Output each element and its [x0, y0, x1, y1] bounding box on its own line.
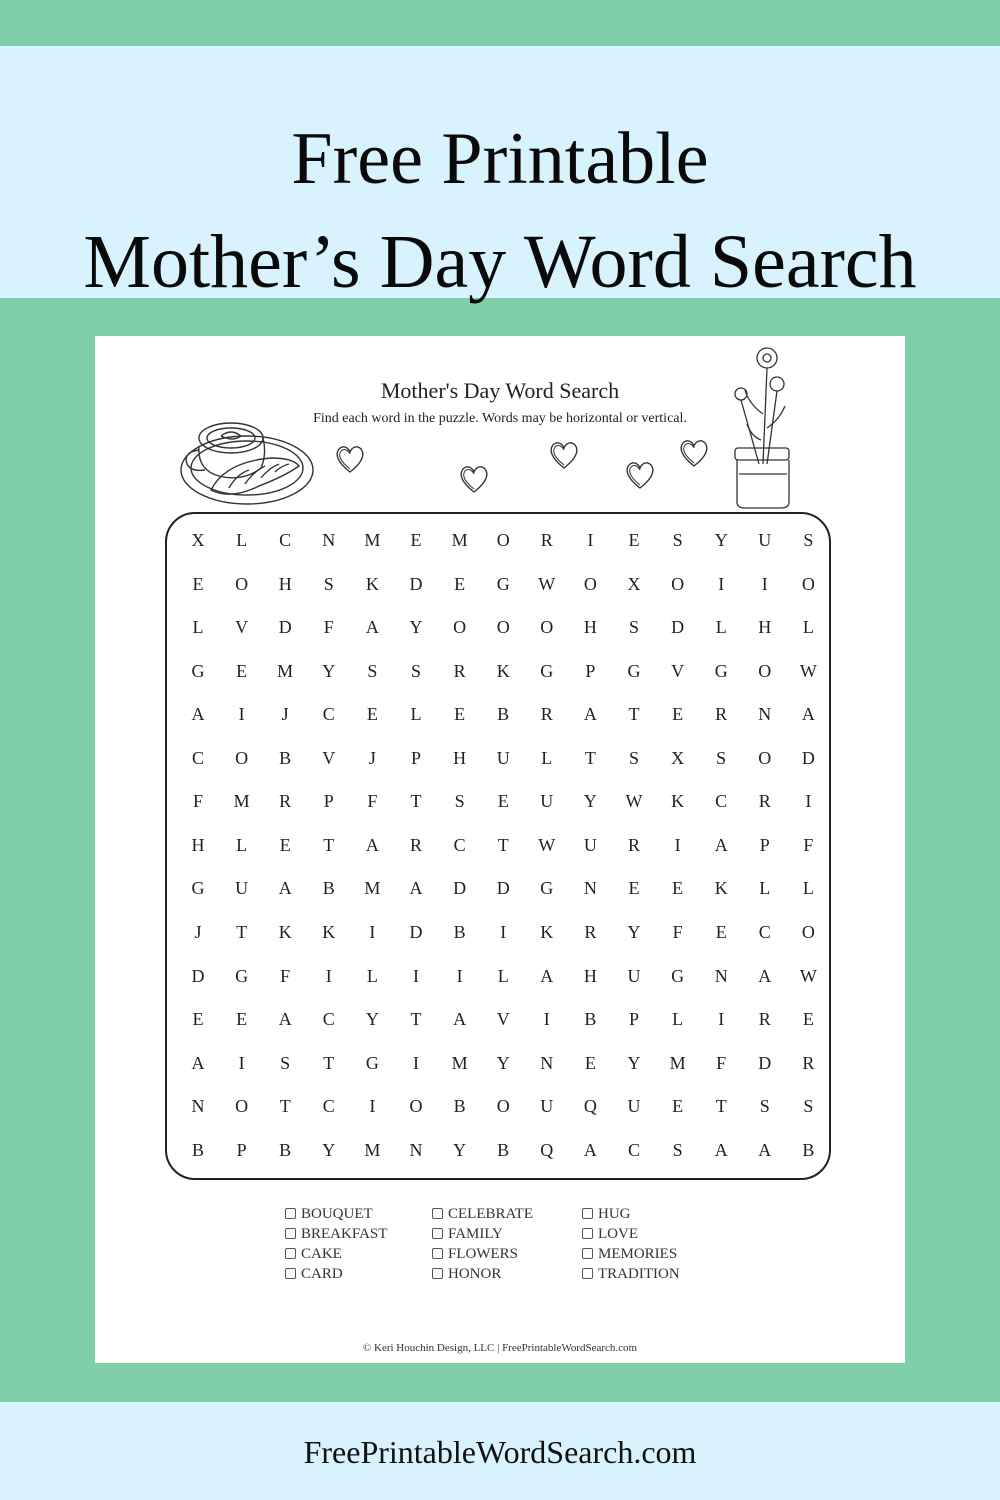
grid-letter[interactable]: B: [453, 921, 466, 942]
grid-letter[interactable]: B: [584, 1009, 597, 1030]
grid-letter[interactable]: O: [758, 660, 772, 681]
word-list-column: [582, 1204, 680, 1284]
grid-letter[interactable]: V: [496, 1009, 510, 1030]
grid-letter[interactable]: T: [715, 1096, 727, 1117]
grid-letter[interactable]: G: [496, 573, 510, 594]
grid-letter[interactable]: L: [366, 965, 378, 986]
word-list-item[interactable]: BREAKFAST: [285, 1224, 387, 1244]
grid-letter[interactable]: O: [496, 530, 510, 550]
grid-letter[interactable]: J: [368, 747, 376, 768]
checkbox-icon[interactable]: [285, 1228, 296, 1239]
grid-letter[interactable]: N: [322, 530, 336, 550]
grid-letter[interactable]: Y: [583, 791, 597, 812]
grid-letter[interactable]: X: [671, 747, 685, 768]
grid-letter[interactable]: S: [672, 1139, 683, 1160]
grid-letter[interactable]: T: [628, 704, 640, 725]
grid-letter[interactable]: C: [758, 921, 771, 942]
grid-letter[interactable]: H: [453, 747, 467, 768]
grid-letter[interactable]: D: [278, 617, 292, 638]
grid-letter[interactable]: O: [496, 1096, 510, 1117]
flower-jar-illustration: [723, 344, 803, 510]
grid-letter[interactable]: K: [322, 921, 336, 942]
grid-letter[interactable]: B: [322, 878, 335, 899]
grid-letter[interactable]: A: [758, 1139, 772, 1160]
grid-letter[interactable]: O: [235, 573, 249, 594]
word-list-item[interactable]: CAKE: [285, 1244, 387, 1264]
grid-letter[interactable]: E: [672, 1096, 684, 1117]
grid-letter[interactable]: M: [364, 878, 381, 899]
grid-letter[interactable]: G: [714, 660, 728, 681]
grid-letter[interactable]: T: [584, 747, 596, 768]
word-list-column: [432, 1204, 533, 1284]
grid-letter[interactable]: Y: [627, 1052, 641, 1073]
grid-letter[interactable]: I: [674, 834, 681, 855]
grid-letter[interactable]: I: [413, 1052, 419, 1073]
grid-letter[interactable]: K: [278, 921, 292, 942]
grid-letter[interactable]: E: [584, 1052, 596, 1073]
grid-letter[interactable]: O: [540, 617, 554, 638]
grid-letter[interactable]: S: [280, 1052, 291, 1073]
grid-letter[interactable]: D: [801, 747, 815, 768]
grid-letter[interactable]: U: [540, 791, 554, 812]
grid-letter[interactable]: F: [280, 965, 291, 986]
grid-letter[interactable]: O: [235, 747, 249, 768]
grid-letter[interactable]: I: [238, 1052, 245, 1073]
checkbox-icon[interactable]: [582, 1248, 593, 1259]
grid-letter[interactable]: F: [323, 617, 334, 638]
grid-letter[interactable]: N: [409, 1139, 423, 1160]
grid-letter[interactable]: D: [191, 965, 205, 986]
grid-letter[interactable]: G: [235, 965, 249, 986]
grid-letter[interactable]: J: [194, 921, 202, 942]
grid-letter[interactable]: W: [538, 573, 556, 594]
checkbox-icon[interactable]: [432, 1208, 443, 1219]
grid-letter[interactable]: C: [322, 704, 335, 725]
grid-letter[interactable]: J: [281, 704, 289, 725]
word-list-column: [285, 1204, 387, 1284]
grid-letter[interactable]: A: [409, 878, 423, 899]
grid-letter[interactable]: L: [236, 834, 248, 855]
word-list-item[interactable]: FAMILY: [432, 1224, 533, 1244]
grid-letter[interactable]: T: [236, 921, 248, 942]
grid-letter[interactable]: P: [585, 660, 596, 681]
grid-letter[interactable]: K: [365, 573, 379, 594]
grid-letter[interactable]: D: [453, 878, 467, 899]
grid-letter[interactable]: E: [192, 1009, 204, 1030]
grid-letter[interactable]: X: [191, 530, 205, 550]
grid-letter[interactable]: G: [540, 878, 554, 899]
grid-letter[interactable]: L: [715, 617, 727, 638]
grid-letter[interactable]: D: [409, 573, 423, 594]
checkbox-icon[interactable]: [432, 1248, 443, 1259]
grid-letter[interactable]: E: [715, 921, 727, 942]
grid-letter[interactable]: I: [369, 921, 376, 942]
grid-letter[interactable]: I: [369, 1096, 376, 1117]
grid-letter[interactable]: A: [714, 834, 728, 855]
grid-letter[interactable]: E: [628, 878, 640, 899]
grid-letter[interactable]: V: [322, 747, 336, 768]
bottom-banner: [0, 1402, 1000, 1500]
grid-letter[interactable]: C: [627, 1139, 640, 1160]
grid-letter[interactable]: R: [627, 834, 640, 855]
grid-letter[interactable]: E: [366, 704, 378, 725]
grid-letter[interactable]: I: [761, 573, 768, 594]
grid-letter[interactable]: L: [759, 878, 771, 899]
grid-letter[interactable]: A: [191, 704, 205, 725]
grid-letter[interactable]: Y: [714, 530, 728, 550]
grid-letter[interactable]: G: [627, 660, 641, 681]
grid-letter[interactable]: I: [325, 965, 332, 986]
grid-letter[interactable]: L: [236, 530, 248, 550]
grid-letter[interactable]: T: [410, 791, 422, 812]
grid-letter[interactable]: K: [714, 878, 728, 899]
grid-letter[interactable]: R: [279, 791, 292, 812]
word-list-item[interactable]: HUG: [582, 1204, 680, 1224]
grid-letter[interactable]: I: [456, 965, 463, 986]
grid-letter[interactable]: O: [671, 573, 685, 594]
grid-letter[interactable]: H: [583, 617, 597, 638]
grid-letter[interactable]: N: [583, 878, 597, 899]
grid-letter[interactable]: W: [799, 965, 817, 986]
grid-letter[interactable]: O: [583, 573, 597, 594]
grid-letter[interactable]: T: [497, 834, 509, 855]
grid-letter[interactable]: A: [583, 704, 597, 725]
grid-letter[interactable]: A: [365, 617, 379, 638]
banner-title-line1: Free Printable: [291, 118, 709, 200]
word-list-item[interactable]: CELEBRATE: [432, 1204, 533, 1224]
grid-letter[interactable]: Y: [322, 1139, 336, 1160]
grid-letter[interactable]: P: [628, 1009, 639, 1030]
grid-letter[interactable]: A: [191, 1052, 205, 1073]
grid-letter[interactable]: I: [718, 573, 725, 594]
grid-letter[interactable]: B: [453, 1096, 466, 1117]
grid-letter[interactable]: E: [672, 704, 684, 725]
grid-letter[interactable]: L: [802, 878, 814, 899]
grid-letter[interactable]: P: [323, 791, 334, 812]
grid-letter[interactable]: R: [540, 530, 553, 550]
grid-letter[interactable]: R: [715, 704, 728, 725]
grid-letter[interactable]: O: [496, 617, 510, 638]
grid-letter[interactable]: L: [541, 747, 553, 768]
banner-title-line2: Mother’s Day Word Search: [83, 220, 917, 304]
checkbox-icon[interactable]: [432, 1268, 443, 1279]
grid-letter[interactable]: E: [279, 834, 291, 855]
grid-letter[interactable]: L: [497, 965, 509, 986]
grid-letter[interactable]: E: [802, 1009, 814, 1030]
grid-letter[interactable]: E: [454, 573, 466, 594]
grid-letter[interactable]: S: [716, 747, 727, 768]
grid-letter[interactable]: G: [191, 660, 205, 681]
grid-letter[interactable]: S: [672, 530, 683, 550]
grid-letter[interactable]: M: [451, 530, 468, 550]
word-list-item[interactable]: HONOR: [432, 1264, 533, 1284]
grid-letter[interactable]: L: [410, 704, 422, 725]
grid-letter[interactable]: H: [583, 965, 597, 986]
grid-letter[interactable]: L: [802, 617, 814, 638]
grid-letter[interactable]: R: [584, 921, 597, 942]
grid-letter[interactable]: C: [453, 834, 466, 855]
grid-letter[interactable]: R: [802, 1052, 815, 1073]
grid-letter[interactable]: O: [453, 617, 467, 638]
grid-letter[interactable]: F: [716, 1052, 727, 1073]
grid-letter[interactable]: C: [191, 747, 204, 768]
word-search-grid: [165, 512, 831, 1180]
worksheet-instructions: Find each word in the puzzle. Words may be horizontal or vertical.: [313, 411, 687, 426]
grid-letter[interactable]: X: [627, 573, 641, 594]
grid-letter[interactable]: N: [758, 704, 772, 725]
checkbox-icon[interactable]: [432, 1228, 443, 1239]
grid-letter[interactable]: H: [278, 573, 292, 594]
grid-letter[interactable]: E: [497, 791, 509, 812]
grid-letter[interactable]: G: [540, 660, 554, 681]
grid-letter[interactable]: H: [191, 834, 205, 855]
grid-letter[interactable]: S: [803, 530, 814, 550]
grid-letter[interactable]: T: [323, 1052, 335, 1073]
grid-letter[interactable]: U: [627, 1096, 641, 1117]
grid-letter[interactable]: T: [410, 1009, 422, 1030]
grid-letter[interactable]: O: [235, 1096, 249, 1117]
grid-letter[interactable]: I: [543, 1009, 550, 1030]
grid-letter[interactable]: E: [192, 573, 204, 594]
grid-letter[interactable]: F: [192, 791, 203, 812]
grid-letter[interactable]: W: [538, 834, 556, 855]
grid-letter[interactable]: B: [279, 1139, 292, 1160]
grid-letter[interactable]: B: [497, 1139, 510, 1160]
worksheet-title: Mother's Day Word Search: [380, 378, 620, 403]
grid-letter[interactable]: L: [192, 617, 204, 638]
grid-letter[interactable]: E: [236, 660, 248, 681]
grid-letter[interactable]: S: [454, 791, 465, 812]
grid-letter[interactable]: O: [801, 921, 815, 942]
grid-letter[interactable]: M: [364, 1139, 381, 1160]
grid-letter[interactable]: R: [540, 704, 553, 725]
grid-letter[interactable]: E: [672, 878, 684, 899]
grid-letter[interactable]: R: [758, 791, 771, 812]
grid-letter[interactable]: I: [500, 921, 507, 942]
grid-letter[interactable]: U: [627, 965, 641, 986]
grid-letter[interactable]: B: [497, 704, 510, 725]
grid-letter[interactable]: M: [364, 530, 381, 550]
grid-letter[interactable]: C: [322, 1096, 335, 1117]
grid-letter[interactable]: V: [671, 660, 685, 681]
grid-letter[interactable]: D: [671, 617, 685, 638]
word-list-item[interactable]: FLOWERS: [432, 1244, 533, 1264]
grid-letter[interactable]: S: [628, 747, 639, 768]
grid-letter[interactable]: Y: [627, 921, 641, 942]
grid-letter[interactable]: U: [235, 878, 249, 899]
grid-letter[interactable]: A: [583, 1139, 597, 1160]
word-list-item[interactable]: MEMORIES: [582, 1244, 680, 1264]
word-list-item[interactable]: CARD: [285, 1264, 387, 1284]
grid-letter[interactable]: U: [540, 1096, 554, 1117]
grid-letter[interactable]: H: [758, 617, 772, 638]
grid-letter[interactable]: E: [236, 1009, 248, 1030]
grid-letter[interactable]: A: [278, 878, 292, 899]
checkbox-icon[interactable]: [285, 1208, 296, 1219]
grid-letter[interactable]: U: [758, 530, 772, 550]
grid-letter[interactable]: F: [803, 834, 814, 855]
grid-letter[interactable]: P: [410, 747, 421, 768]
grid-letter[interactable]: I: [718, 1009, 725, 1030]
grid-letter[interactable]: U: [496, 747, 510, 768]
heart-icon: [457, 462, 491, 496]
grid-letter[interactable]: I: [587, 530, 594, 550]
grid-letter[interactable]: R: [453, 660, 466, 681]
grid-letter[interactable]: I: [238, 704, 245, 725]
checkbox-icon[interactable]: [582, 1228, 593, 1239]
grid-letter[interactable]: A: [758, 965, 772, 986]
checkbox-icon[interactable]: [285, 1268, 296, 1279]
grid-letter[interactable]: G: [671, 965, 685, 986]
grid-letter[interactable]: C: [715, 791, 728, 812]
grid-letter[interactable]: W: [625, 791, 643, 812]
word-list-item[interactable]: LOVE: [582, 1224, 680, 1244]
grid-letter[interactable]: B: [279, 747, 292, 768]
grid-letter[interactable]: M: [451, 1052, 468, 1073]
grid-letter[interactable]: P: [759, 834, 770, 855]
grid-letter[interactable]: A: [365, 834, 379, 855]
heart-icon: [547, 438, 581, 472]
grid-letter[interactable]: Q: [583, 1096, 597, 1117]
grid-letter[interactable]: B: [802, 1139, 815, 1160]
checkbox-icon[interactable]: [582, 1208, 593, 1219]
grid-letter[interactable]: S: [367, 660, 378, 681]
grid-letter[interactable]: S: [759, 1096, 770, 1117]
word-list-item[interactable]: BOUQUET: [285, 1204, 387, 1224]
grid-letter[interactable]: F: [672, 921, 683, 942]
grid-letter[interactable]: A: [801, 704, 815, 725]
grid-letter[interactable]: Y: [496, 1052, 510, 1073]
grid-letter[interactable]: M: [669, 1052, 686, 1073]
grid-letter[interactable]: K: [671, 791, 685, 812]
grid-letter[interactable]: T: [279, 1096, 291, 1117]
grid-letter[interactable]: O: [758, 747, 772, 768]
heart-icon: [677, 436, 711, 470]
site-url[interactable]: FreePrintableWordSearch.com: [303, 1434, 697, 1470]
grid-letter[interactable]: F: [367, 791, 378, 812]
grid-letter[interactable]: T: [323, 834, 335, 855]
grid-letter[interactable]: I: [805, 791, 812, 812]
copyright-footer: © Keri Houchin Design, LLC | FreePrintableWordSearch.com: [362, 1342, 638, 1354]
grid-letter[interactable]: I: [413, 965, 419, 986]
grid-letter[interactable]: K: [540, 921, 554, 942]
grid-letter[interactable]: Q: [540, 1139, 554, 1160]
grid-letter[interactable]: S: [803, 1096, 814, 1117]
grid-letter[interactable]: B: [191, 1139, 204, 1160]
grid-letter[interactable]: N: [714, 965, 728, 986]
grid-letter[interactable]: P: [236, 1139, 247, 1160]
grid-letter[interactable]: R: [758, 1009, 771, 1030]
grid-letter[interactable]: Y: [322, 660, 336, 681]
grid-letter[interactable]: E: [454, 704, 466, 725]
grid-letter[interactable]: E: [410, 530, 422, 550]
heart-icon: [623, 458, 657, 492]
checkbox-icon[interactable]: [285, 1248, 296, 1259]
grid-letter[interactable]: R: [409, 834, 422, 855]
grid-letter[interactable]: Y: [453, 1139, 467, 1160]
grid-letter[interactable]: S: [410, 660, 421, 681]
worksheet: [95, 336, 905, 1363]
grid-letter[interactable]: G: [191, 878, 205, 899]
grid-letter[interactable]: W: [799, 660, 817, 681]
grid-letter[interactable]: K: [496, 660, 510, 681]
word-list-item[interactable]: TRADITION: [582, 1264, 680, 1284]
grid-letter[interactable]: M: [233, 791, 250, 812]
grid-letter[interactable]: G: [365, 1052, 379, 1073]
grid-letter[interactable]: E: [628, 530, 640, 550]
grid-letter[interactable]: L: [672, 1009, 684, 1030]
heart-icon: [333, 442, 367, 476]
grid-letter[interactable]: Y: [365, 1009, 379, 1030]
grid-letter[interactable]: D: [758, 1052, 772, 1073]
grid-letter[interactable]: C: [279, 530, 292, 550]
grid-letter[interactable]: O: [801, 573, 815, 594]
grid-letter[interactable]: M: [277, 660, 294, 681]
grid-letter[interactable]: S: [323, 573, 334, 594]
grid-letter[interactable]: S: [628, 617, 639, 638]
grid-letter[interactable]: N: [191, 1096, 205, 1117]
grid-letter[interactable]: D: [496, 878, 510, 899]
grid-letter[interactable]: A: [714, 1139, 728, 1160]
grid-letter[interactable]: O: [409, 1096, 423, 1117]
grid-letter[interactable]: Y: [409, 617, 423, 638]
grid-letter[interactable]: D: [409, 921, 423, 942]
top-banner: [0, 46, 1000, 304]
grid-letter[interactable]: V: [235, 617, 249, 638]
grid-letter[interactable]: U: [583, 834, 597, 855]
grid-letter[interactable]: C: [322, 1009, 335, 1030]
grid-letter[interactable]: A: [540, 965, 554, 986]
checkbox-icon[interactable]: [582, 1268, 593, 1279]
grid-letter[interactable]: A: [278, 1009, 292, 1030]
grid-letter[interactable]: N: [540, 1052, 554, 1073]
grid-letter[interactable]: A: [453, 1009, 467, 1030]
